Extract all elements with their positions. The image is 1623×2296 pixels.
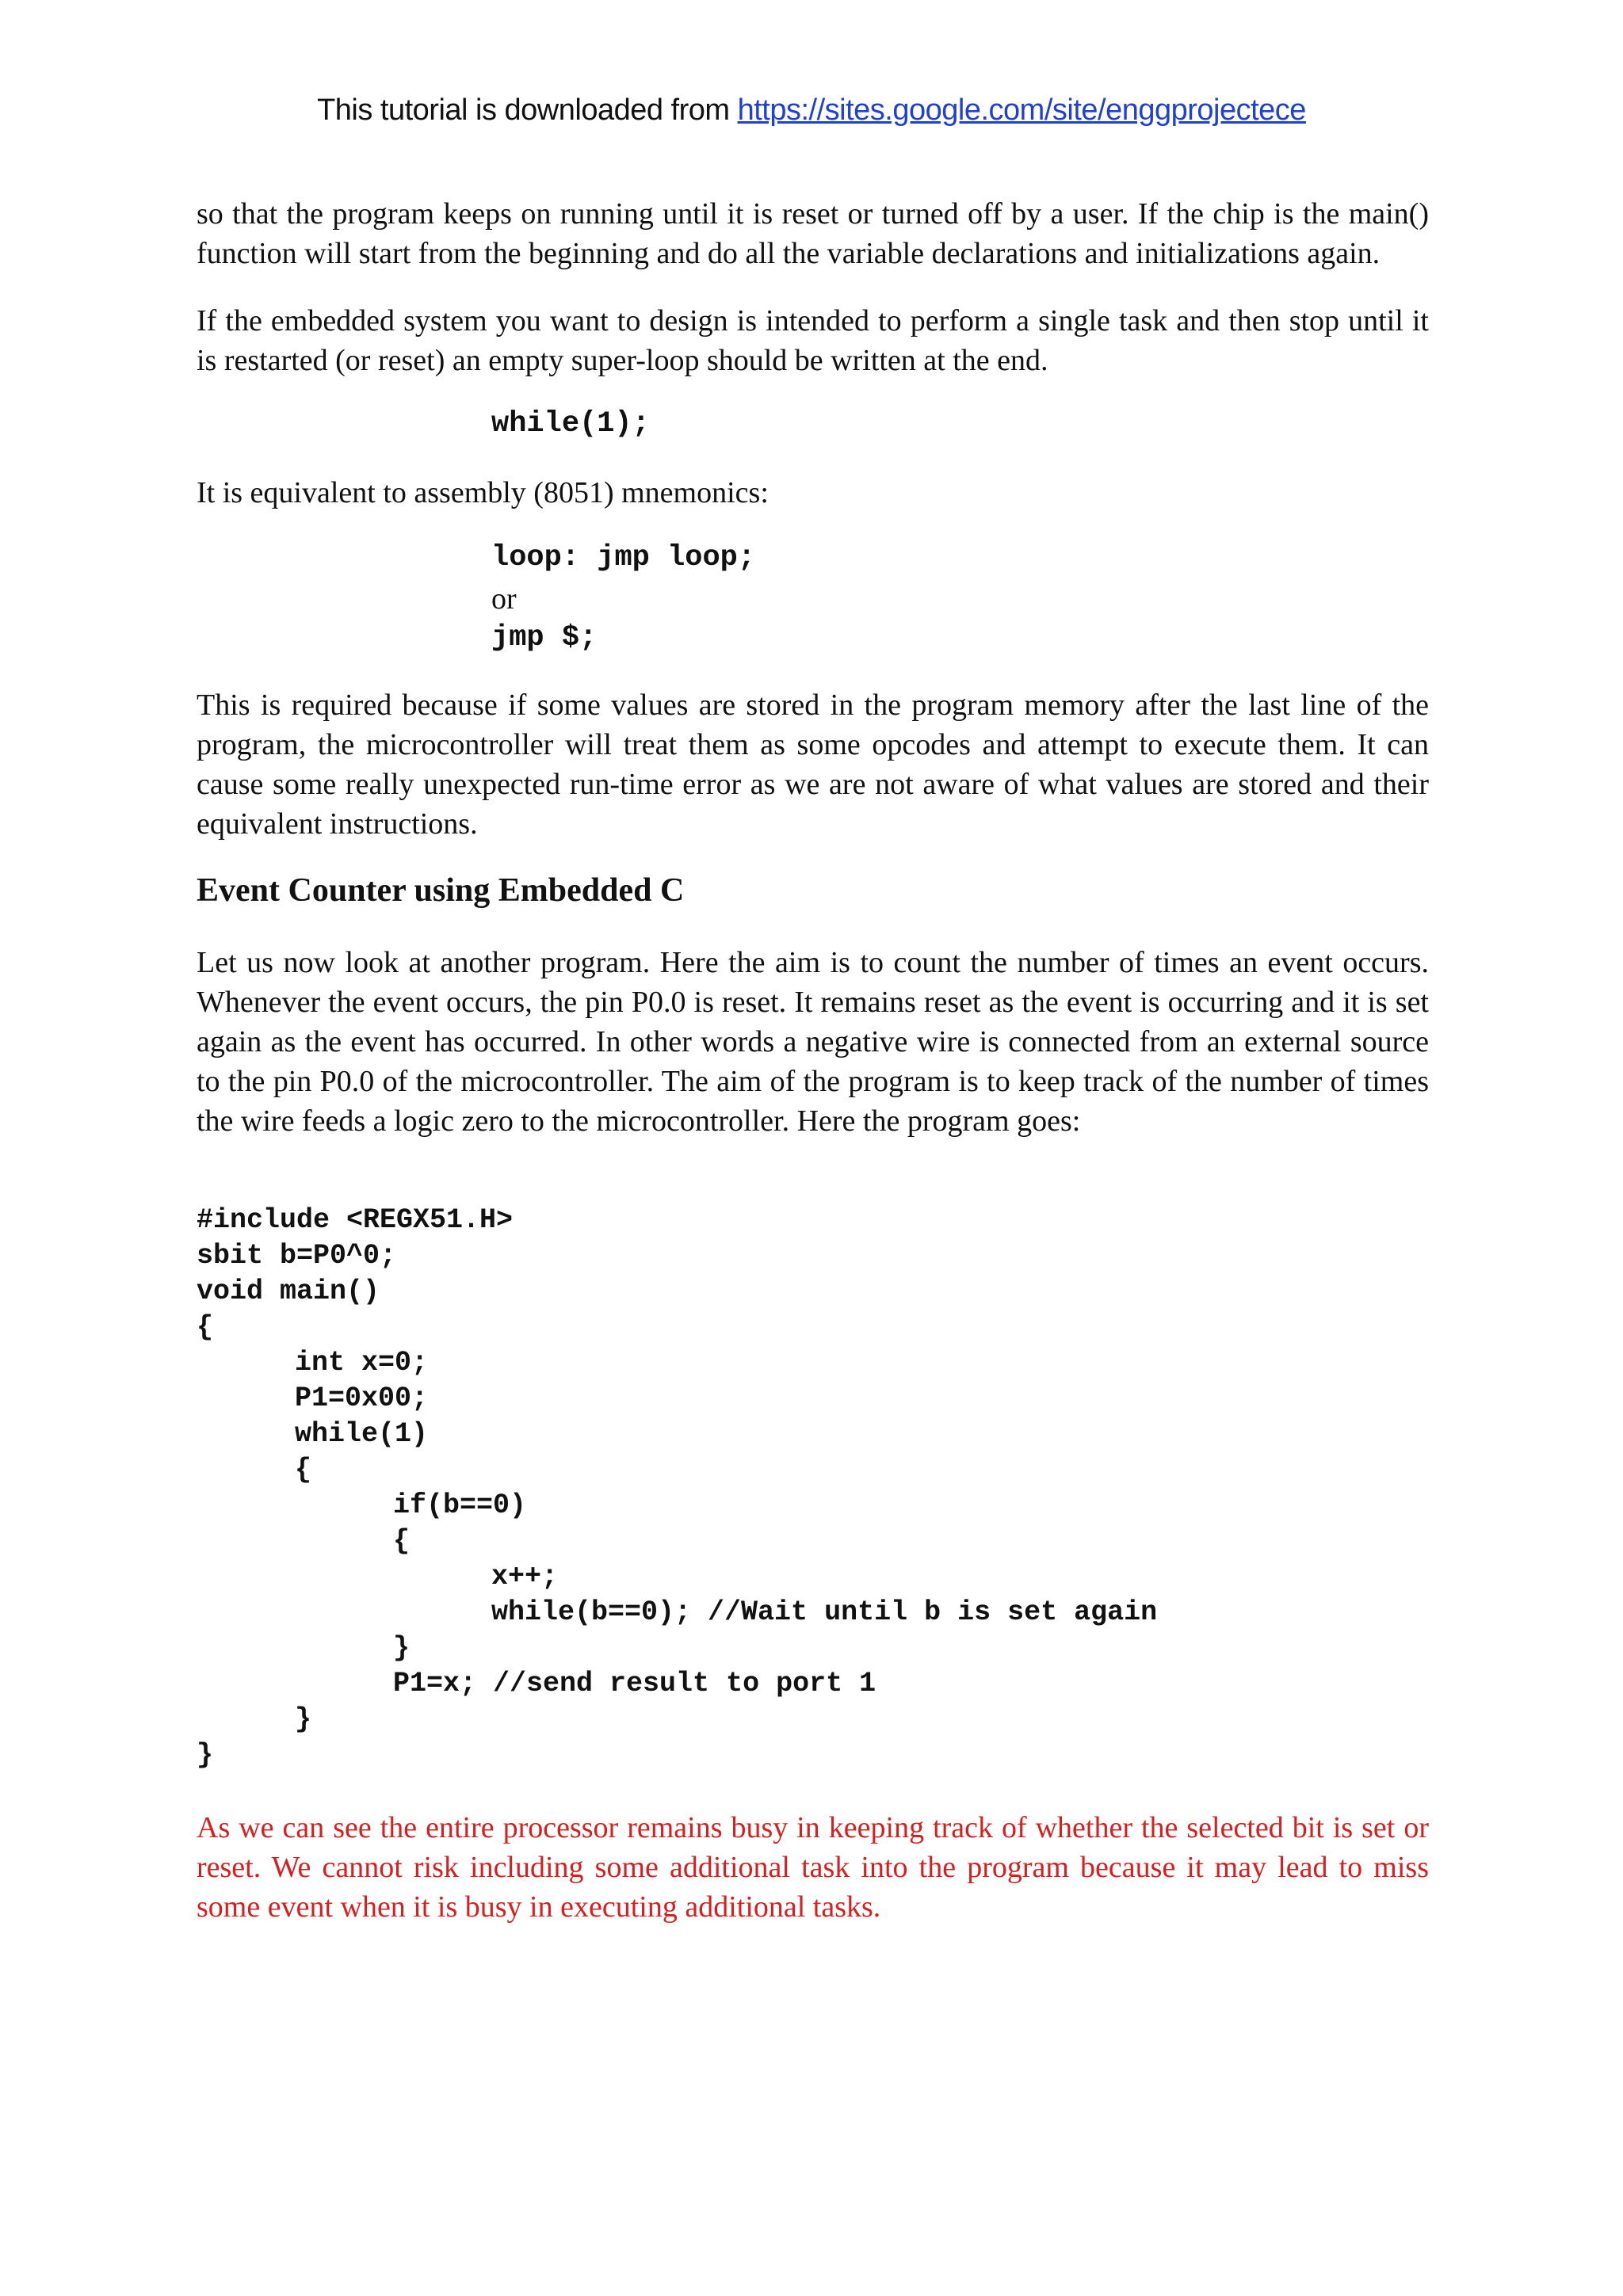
code-snippet-loop <box>491 540 755 576</box>
header-link[interactable]: https://sites.google.com/site/enggprojectece <box>737 93 1306 127</box>
code-snippet-jmp: jmp $; <box>491 621 598 654</box>
code-line: } <box>393 1632 411 1664</box>
code-line: int x=0; <box>295 1347 429 1379</box>
header-prefix: This tutorial is downloaded from <box>317 93 738 127</box>
code-line: while(b==0); //Wait until b is set again <box>491 1596 1158 1628</box>
page-header <box>0 93 1623 128</box>
paragraph-superloop-intro: so that the program keeps on running until it is reset or turned off by a user. If the chip is the main() function will start from the beginning and do all the variable declarations and initializations again. <box>197 197 1429 270</box>
code-line: #include <REGX51.H> <box>197 1204 514 1236</box>
section-heading: Event Counter using Embedded C <box>197 872 685 909</box>
code-line: } <box>197 1739 214 1771</box>
paragraph-conclusion: As we can see the entire processor remains busy in keeping track of whether the selected bit is set or reset. We cannot risk including some additional task into the program because it may lead to miss some event when it is busy in executing additional tasks. <box>197 1811 1429 1924</box>
loop-instruction: jmp loop; <box>597 541 756 574</box>
paragraph-single-task: If the embedded system you want to design is intended to perform a single task and then stop until it is restarted (or reset) an empty super-loop should be written at the end. <box>197 304 1429 377</box>
paragraph-assembly-equivalent: It is equivalent to assembly (8051) mnemonics: <box>197 476 769 509</box>
paragraph-event-counter: Let us now look at another program. Here the aim is to count the number of times an event occurs. Whenever the event occurs, the pin P0.0 is reset. It remains reset as the event is occurring and it is set again as the event has occurred. In other words a negative wire is connected from an external source to the pin P0.0 of the microcontroller. The aim of the program is to keep track of the number of times the wire feeds a logic zero to the microcontroller. Here the program goes: <box>197 946 1429 1138</box>
code-snippet-while: while(1); <box>491 407 650 441</box>
code-line: { <box>197 1311 214 1343</box>
code-line: while(1) <box>295 1418 429 1450</box>
code-line: P1=x; //send result to port 1 <box>393 1668 876 1699</box>
or-text: or <box>491 582 517 616</box>
code-line: { <box>393 1525 411 1557</box>
code-line: if(b==0) <box>393 1489 527 1521</box>
code-line: P1=0x00; <box>295 1383 429 1414</box>
code-line: void main() <box>197 1276 380 1307</box>
code-line: } <box>295 1703 312 1735</box>
code-line: { <box>295 1454 312 1486</box>
loop-label: loop: <box>491 541 580 574</box>
code-line: sbit b=P0^0; <box>197 1240 397 1272</box>
paragraph-required-explanation: This is required because if some values are stored in the program memory after the last line of the program, the microcontroller will treat them as some opcodes and attempt to execute them. It can cause some really unexpected run-time error as we are not aware of what values are stored and their equivalent instructions. <box>197 688 1429 841</box>
code-line: x++; <box>491 1561 559 1592</box>
